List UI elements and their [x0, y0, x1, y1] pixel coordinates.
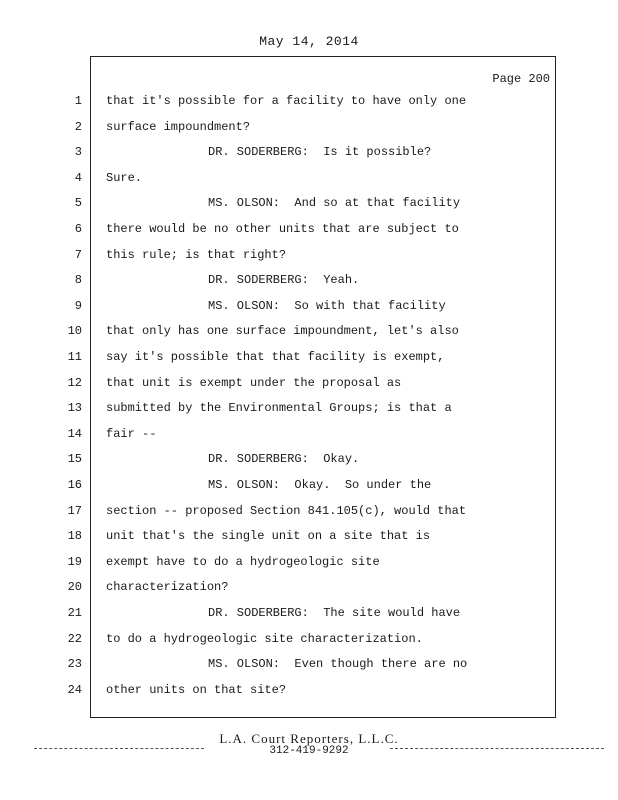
line-number: 9: [74, 298, 82, 313]
transcript-line: [0, 527, 618, 545]
transcript-line: [0, 118, 618, 136]
line-number: 10: [67, 324, 82, 339]
line-text: DR. SODERBERG: Is it possible?: [208, 145, 432, 160]
line-number: 8: [74, 273, 82, 288]
line-number: 24: [67, 682, 82, 697]
transcript-line: [0, 246, 618, 264]
line-number: 23: [67, 657, 82, 672]
line-number: 20: [67, 580, 82, 595]
line-text: section -- proposed Section 841.105(c), would that: [106, 503, 467, 518]
line-text: say it's possible that that facility is exempt,: [106, 350, 445, 364]
transcript-line: [0, 297, 618, 315]
line-number: 12: [67, 375, 82, 390]
line-text: that it's possible for a facility to have only one: [106, 94, 467, 108]
transcript-line: [0, 630, 618, 648]
transcript-line: [0, 143, 618, 161]
transcript-line: [0, 322, 618, 340]
line-text: characterization?: [106, 580, 229, 595]
transcript-line: [0, 476, 618, 494]
line-text: DR. SODERBERG: Okay.: [208, 452, 360, 467]
line-number: 22: [67, 631, 82, 646]
transcript-line: [0, 271, 618, 289]
transcript-line: [0, 681, 618, 699]
line-number: 21: [67, 606, 82, 620]
line-text: MS. OLSON: So with that facility: [208, 298, 446, 313]
footer-company: L.A. Court Reporters, L.L.C.: [219, 731, 399, 746]
transcript-line: [0, 578, 618, 596]
line-number: 4: [74, 170, 82, 185]
line-text: submitted by the Environmental Groups; is that a: [106, 401, 452, 416]
line-number: 13: [67, 401, 82, 416]
line-text: MS. OLSON: Okay. So under the: [208, 478, 432, 492]
transcript-line: [0, 374, 618, 392]
line-number: 17: [67, 503, 82, 518]
line-text: DR. SODERBERG: The site would have: [208, 606, 461, 620]
line-number: 16: [67, 478, 82, 492]
transcript-line: [0, 220, 618, 238]
line-text: there would be no other units that are subject to: [106, 222, 459, 236]
transcript-line: [0, 92, 618, 110]
line-text: that only has one surface impoundment, let's also: [106, 324, 459, 339]
transcript-line: [0, 553, 618, 571]
line-text: other units on that site?: [106, 682, 287, 697]
transcript-line: [0, 655, 618, 673]
transcript-line: [0, 399, 618, 417]
line-text: this rule; is that right?: [106, 247, 287, 262]
line-number: 18: [67, 529, 82, 544]
line-text: exempt have to do a hydrogeologic site: [106, 554, 380, 569]
line-text: that unit is exempt under the proposal as: [106, 375, 402, 390]
line-number: 11: [67, 350, 82, 364]
line-text: fair --: [106, 426, 157, 441]
line-text: unit that's the single unit on a site that is: [106, 529, 431, 544]
line-number: 19: [67, 554, 82, 569]
footer-phone: 312-419-9292: [269, 745, 349, 757]
transcript-line: [0, 348, 618, 366]
header-date: May 14, 2014: [259, 34, 359, 49]
line-text: surface impoundment?: [106, 119, 251, 134]
line-text: MS. OLSON: Even though there are no: [208, 657, 468, 672]
line-number: 3: [74, 145, 82, 160]
transcript-line: [0, 450, 618, 468]
line-number: 15: [67, 452, 82, 467]
line-number: 1: [74, 94, 82, 108]
line-text: DR. SODERBERG: Yeah.: [208, 273, 360, 288]
line-number: 7: [74, 247, 82, 262]
line-number: 5: [74, 196, 82, 211]
transcript-line: [0, 502, 618, 520]
line-text: to do a hydrogeologic site characterization.: [106, 631, 423, 646]
line-number: 6: [74, 222, 82, 236]
transcript-line: [0, 169, 618, 187]
page-number: Page 200: [492, 72, 550, 86]
transcript-line: [0, 604, 618, 622]
line-text: MS. OLSON: And so at that facility: [208, 196, 461, 211]
line-number: 2: [74, 119, 82, 134]
transcript-line: [0, 194, 618, 212]
line-text: Sure.: [106, 170, 143, 185]
line-number: 14: [67, 426, 82, 441]
transcript-line: [0, 425, 618, 443]
